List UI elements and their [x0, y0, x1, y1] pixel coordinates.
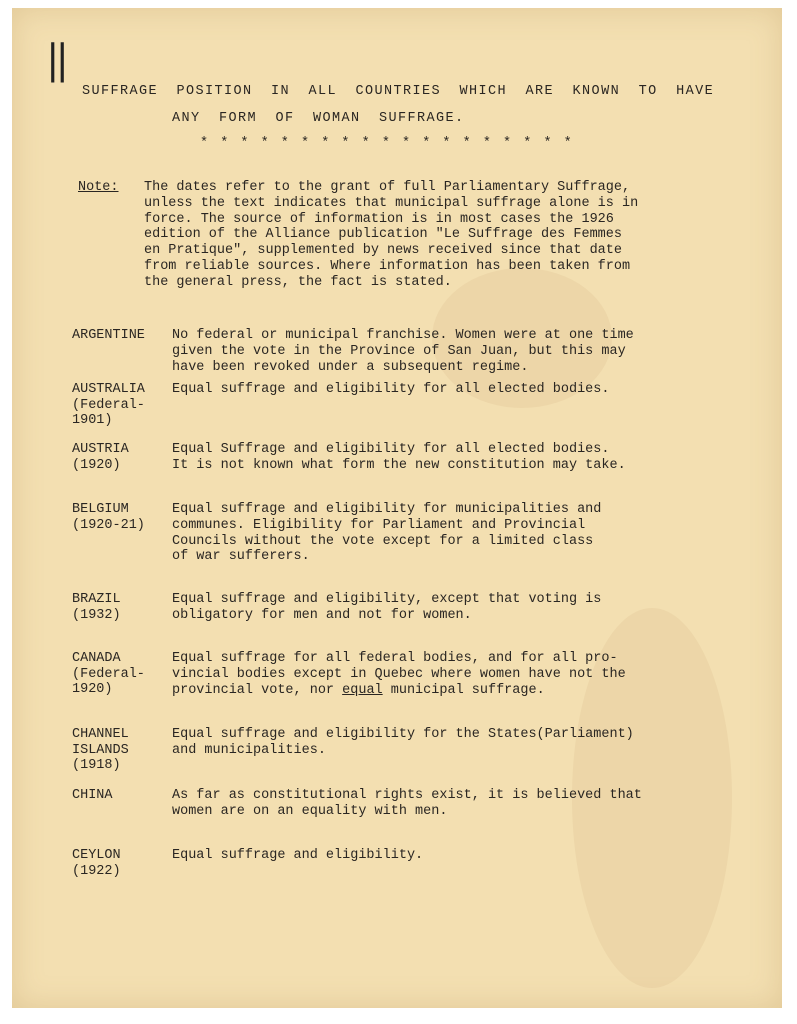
note-label: Note:	[78, 180, 119, 195]
country-name: CANADA (Federal- 1920)	[72, 651, 145, 697]
country-description: As far as constitutional rights exist, it is believed that women are on an equality with men.	[172, 788, 642, 819]
country-name: BRAZIL (1932)	[72, 592, 121, 623]
country-description: Equal Suffrage and eligibility for all elected bodies. It is not known what form the new constitution may take.	[172, 442, 626, 473]
typed-document-page	[12, 8, 782, 1008]
country-description: Equal suffrage and eligibility for municipalities and communes. Eligibility for Parliament and Provincial Councils without the vote except for a limited class of war sufferers.	[172, 502, 602, 565]
country-name: CHINA	[72, 788, 113, 803]
underlined-word: equal	[342, 682, 383, 698]
country-name: AUSTRALIA (Federal- 1901)	[72, 382, 145, 428]
country-description: Equal suffrage and eligibility.	[172, 848, 424, 863]
country-name: BELGIUM (1920-21)	[72, 502, 145, 533]
country-description	[172, 651, 732, 698]
document-title-line-2: ANY FORM OF WOMAN SUFFRAGE.	[172, 111, 465, 126]
country-description: No federal or municipal franchise. Women were at one time given the vote in the Province of San Juan, but this may have been revoked under a subsequent regime.	[172, 328, 634, 375]
description-text: municipal suffrage.	[382, 682, 545, 698]
country-description: Equal suffrage and eligibility for all elected bodies.	[172, 382, 610, 397]
description-text: Equal suffrage for all federal bodies, and for all pro- vincial bodies except in Quebec where women have not the provincial vote, nor	[172, 651, 626, 698]
country-name: CHANNEL ISLANDS (1918)	[72, 727, 129, 773]
country-name: CEYLON (1922)	[72, 848, 121, 879]
margin-mark: ||	[46, 37, 65, 83]
note-text: The dates refer to the grant of full Parliamentary Suffrage, unless the text indicates that municipal suffrage alone is in force. The source of information is in most cases the 1926 edition of the Alliance publication "Le Suffrage des Femmes en Pratique", supplemented by news received since that date from reliable sources. Where information has been taken from the general press, the fact is stated.	[144, 180, 639, 290]
title-separator: * * * * * * * * * * * * * * * * * * *	[200, 136, 574, 151]
document-title-line-1: SUFFRAGE POSITION IN ALL COUNTRIES WHICH ARE KNOWN TO HAVE	[82, 84, 715, 99]
country-description: Equal suffrage and eligibility for the States(Parliament) and municipalities.	[172, 727, 634, 758]
country-name: AUSTRIA (1920)	[72, 442, 129, 473]
country-description: Equal suffrage and eligibility, except that voting is obligatory for men and not for women.	[172, 592, 602, 623]
country-name: ARGENTINE	[72, 328, 145, 343]
